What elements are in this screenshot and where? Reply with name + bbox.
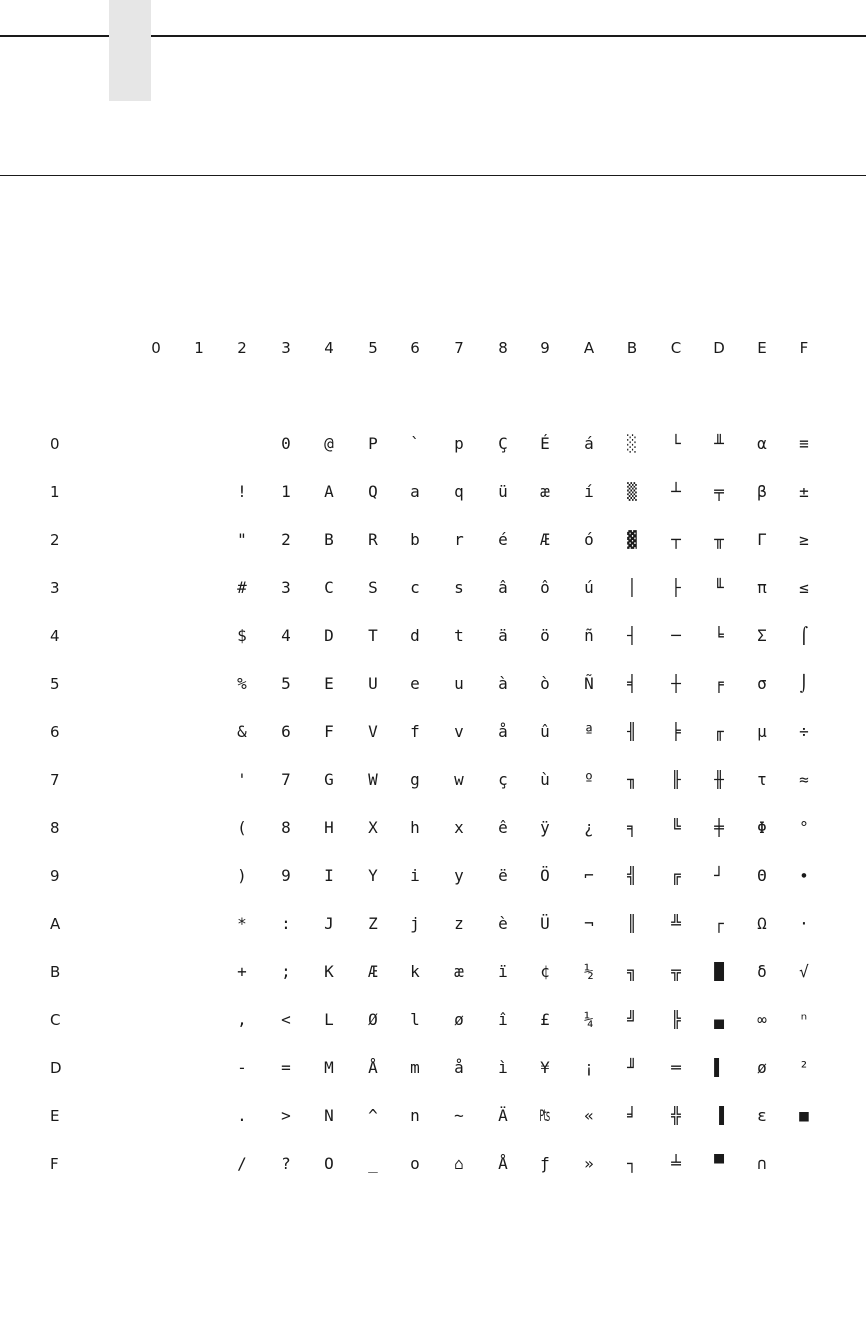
character-cell: ╗ — [627, 962, 637, 981]
character-cell: ▐ — [714, 1106, 724, 1125]
character-cell: s — [454, 578, 464, 597]
character-cell: ² — [799, 1058, 809, 1077]
character-cell: Ü — [540, 914, 550, 933]
character-cell: ╬ — [671, 1106, 681, 1125]
character-cell: V — [368, 722, 378, 741]
character-cell: ¿ — [584, 818, 594, 837]
character-cell: z — [454, 914, 464, 933]
character-cell: ` — [410, 434, 420, 453]
character-cell: i — [410, 866, 420, 885]
character-cell: X — [368, 818, 378, 837]
character-cell: Ñ — [584, 674, 594, 693]
character-cell: ₧ — [540, 1106, 550, 1125]
character-cell: î — [498, 1010, 508, 1029]
character-cell: % — [237, 674, 247, 693]
character-cell: σ — [757, 674, 767, 693]
character-cell: ÿ — [540, 818, 550, 837]
character-cell: w — [454, 770, 464, 789]
row-header: E — [50, 1107, 60, 1125]
character-cell: å — [454, 1058, 464, 1077]
character-cell: ▄ — [714, 1010, 724, 1029]
character-cell: Φ — [757, 818, 767, 837]
character-cell: ▒ — [627, 482, 637, 501]
column-header: 5 — [368, 339, 378, 357]
character-cell: Ω — [757, 914, 767, 933]
column-header: 1 — [194, 339, 204, 357]
character-cell: I — [324, 866, 334, 885]
character-cell: ╓ — [714, 722, 724, 741]
character-cell: ; — [281, 962, 291, 981]
character-cell: 2 — [281, 530, 291, 549]
character-cell: d — [410, 626, 420, 645]
column-header: D — [713, 339, 725, 357]
character-cell: π — [757, 578, 767, 597]
character-cell: 8 — [281, 818, 291, 837]
character-cell: A — [324, 482, 334, 501]
character-cell: ╪ — [714, 818, 724, 837]
character-cell: Æ — [540, 530, 550, 549]
character-cell: ╕ — [627, 818, 637, 837]
character-cell: m — [410, 1058, 420, 1077]
character-cell: Θ — [757, 866, 767, 885]
character-cell: √ — [799, 962, 809, 981]
character-cell: ó — [584, 530, 594, 549]
character-cell: ╔ — [671, 866, 681, 885]
character-cell: b — [410, 530, 420, 549]
character-cell: M — [324, 1058, 334, 1077]
character-cell: └ — [671, 434, 681, 453]
character-cell: , — [237, 1010, 247, 1029]
character-cell: ! — [237, 482, 247, 501]
character-cell: ≤ — [799, 578, 809, 597]
character-cell: ñ — [584, 626, 594, 645]
character-cell: ê — [498, 818, 508, 837]
column-header: C — [670, 339, 682, 357]
character-cell: û — [540, 722, 550, 741]
character-cell: 0 — [281, 434, 291, 453]
character-cell: j — [410, 914, 420, 933]
character-cell: æ — [540, 482, 550, 501]
column-header: F — [799, 339, 809, 357]
character-cell: ╠ — [671, 1010, 681, 1029]
row-header: 5 — [50, 675, 60, 693]
character-cell: µ — [757, 722, 767, 741]
character-cell: & — [237, 722, 247, 741]
character-cell: á — [584, 434, 594, 453]
character-cell: ╢ — [627, 722, 637, 741]
character-cell: ╧ — [671, 1154, 681, 1173]
character-cell: q — [454, 482, 464, 501]
character-cell: ┴ — [671, 482, 681, 501]
character-cell: + — [237, 962, 247, 981]
character-cell: ~ — [454, 1106, 464, 1125]
character-cell: α — [757, 434, 767, 453]
character-cell: ( — [237, 818, 247, 837]
character-cell: u — [454, 674, 464, 693]
character-cell: æ — [454, 962, 464, 981]
character-cell: : — [281, 914, 291, 933]
column-header: 9 — [540, 339, 550, 357]
character-cell: p — [454, 434, 464, 453]
column-header: 8 — [498, 339, 508, 357]
character-cell: ╡ — [627, 674, 637, 693]
character-cell: O — [324, 1154, 334, 1173]
character-cell: █ — [714, 962, 724, 981]
character-cell: ï — [498, 962, 508, 981]
character-cell: v — [454, 722, 464, 741]
character-cell: ü — [498, 482, 508, 501]
row-header: 2 — [50, 531, 60, 549]
character-cell: 4 — [281, 626, 291, 645]
character-cell: g — [410, 770, 420, 789]
character-cell: ▌ — [714, 1058, 724, 1077]
character-cell: ╨ — [714, 434, 724, 453]
character-cell: 1 — [281, 482, 291, 501]
character-cell: ┐ — [627, 1154, 637, 1173]
character-cell: ▓ — [627, 530, 637, 549]
character-cell: N — [324, 1106, 334, 1125]
column-header: B — [626, 339, 638, 357]
character-cell: _ — [368, 1154, 378, 1173]
character-cell: Σ — [757, 626, 767, 645]
character-cell: R — [368, 530, 378, 549]
character-cell: C — [324, 578, 334, 597]
character-cell: ≡ — [799, 434, 809, 453]
row-header: 1 — [50, 483, 60, 501]
character-cell: P — [368, 434, 378, 453]
row-header: 0 — [50, 435, 60, 453]
character-cell: ƒ — [540, 1154, 550, 1173]
character-cell: │ — [627, 578, 637, 597]
character-cell: H — [324, 818, 334, 837]
row-header: 7 — [50, 771, 60, 789]
character-cell: f — [410, 722, 420, 741]
column-header: 3 — [281, 339, 291, 357]
character-cell: k — [410, 962, 420, 981]
character-cell: ε — [757, 1106, 767, 1125]
character-cell: ì — [498, 1058, 508, 1077]
character-cell: a — [410, 482, 420, 501]
character-cell: β — [757, 482, 767, 501]
column-header: 7 — [454, 339, 464, 357]
row-header: 8 — [50, 819, 60, 837]
character-cell: ■ — [799, 1106, 809, 1125]
character-cell: ù — [540, 770, 550, 789]
character-cell: ¬ — [584, 914, 594, 933]
character-cell: F — [324, 722, 334, 741]
character-cell: ┤ — [627, 626, 637, 645]
character-cell: ░ — [627, 434, 637, 453]
character-cell: = — [281, 1058, 291, 1077]
character-cell: ) — [237, 866, 247, 885]
row-header: 9 — [50, 867, 60, 885]
character-cell: # — [237, 578, 247, 597]
character-cell: ╫ — [714, 770, 724, 789]
character-cell: ø — [454, 1010, 464, 1029]
character-cell: - — [237, 1058, 247, 1077]
character-cell: Q — [368, 482, 378, 501]
column-header: A — [583, 339, 595, 357]
character-cell: ═ — [671, 1058, 681, 1077]
character-cell: ─ — [671, 626, 681, 645]
character-cell: ½ — [584, 962, 594, 981]
character-cell: W — [368, 770, 378, 789]
character-cell: « — [584, 1106, 594, 1125]
character-cell: ¢ — [540, 962, 550, 981]
character-cell: t — [454, 626, 464, 645]
column-header: 6 — [410, 339, 420, 357]
character-cell: ¼ — [584, 1010, 594, 1029]
character-cell: δ — [757, 962, 767, 981]
character-cell: ö — [540, 626, 550, 645]
character-cell: Γ — [757, 530, 767, 549]
character-cell: 3 — [281, 578, 291, 597]
character-cell: h — [410, 818, 420, 837]
character-cell: ≈ — [799, 770, 809, 789]
character-cell: ╝ — [627, 1010, 637, 1029]
row-header: 4 — [50, 627, 60, 645]
character-cell: â — [498, 578, 508, 597]
character-cell: Å — [498, 1154, 508, 1173]
row-header: B — [50, 963, 61, 981]
column-header: E — [757, 339, 767, 357]
character-cell: @ — [324, 434, 334, 453]
tab-marker — [109, 0, 151, 101]
character-cell: E — [324, 674, 334, 693]
character-cell: Ç — [498, 434, 508, 453]
character-cell: ⌂ — [454, 1154, 464, 1173]
character-cell: é — [498, 530, 508, 549]
column-header: 2 — [237, 339, 247, 357]
character-cell: K — [324, 962, 334, 981]
character-cell: ╙ — [714, 578, 724, 597]
character-cell: ± — [799, 482, 809, 501]
row-header: 3 — [50, 579, 60, 597]
character-cell: ┬ — [671, 530, 681, 549]
character-cell: ¥ — [540, 1058, 550, 1077]
character-cell: Ø — [368, 1010, 378, 1029]
character-cell: » — [584, 1154, 594, 1173]
character-cell: ╥ — [714, 530, 724, 549]
character-cell: y — [454, 866, 464, 885]
character-cell: ┘ — [714, 866, 724, 885]
row-header: A — [50, 915, 61, 933]
character-cell: ╜ — [627, 1058, 637, 1077]
character-cell: 9 — [281, 866, 291, 885]
character-cell: ⌠ — [799, 626, 809, 645]
character-cell: ª — [584, 722, 594, 741]
character-cell: ^ — [368, 1106, 378, 1125]
character-cell: c — [410, 578, 420, 597]
character-cell: ╚ — [671, 818, 681, 837]
character-cell: J — [324, 914, 334, 933]
character-cell: ┼ — [671, 674, 681, 693]
character-cell: É — [540, 434, 550, 453]
character-cell: L — [324, 1010, 334, 1029]
character-cell: ë — [498, 866, 508, 885]
character-cell: ä — [498, 626, 508, 645]
character-cell: " — [237, 530, 247, 549]
column-header: 0 — [151, 339, 161, 357]
character-cell: Æ — [368, 962, 378, 981]
character-cell: / — [237, 1154, 247, 1173]
character-cell: ┌ — [714, 914, 724, 933]
character-cell: ║ — [627, 914, 637, 933]
character-cell: ⌐ — [584, 866, 594, 885]
character-cell: D — [324, 626, 334, 645]
character-cell: 6 — [281, 722, 291, 741]
character-cell: 7 — [281, 770, 291, 789]
character-cell: ▀ — [714, 1154, 724, 1173]
character-cell: * — [237, 914, 247, 933]
character-cell: à — [498, 674, 508, 693]
character-cell: ∩ — [757, 1154, 767, 1173]
character-cell: ╒ — [714, 674, 724, 693]
character-cell: · — [799, 914, 809, 933]
character-cell: å — [498, 722, 508, 741]
character-cell: ╖ — [627, 770, 637, 789]
character-cell: . — [237, 1106, 247, 1125]
row-header: C — [50, 1011, 61, 1029]
character-cell: 5 — [281, 674, 291, 693]
character-cell: ? — [281, 1154, 291, 1173]
character-cell: ⌡ — [799, 674, 809, 693]
character-cell: Å — [368, 1058, 378, 1077]
section-rule — [0, 175, 866, 176]
character-cell: U — [368, 674, 378, 693]
character-cell: ∞ — [757, 1010, 767, 1029]
character-cell: ú — [584, 578, 594, 597]
character-cell: x — [454, 818, 464, 837]
character-cell: ╦ — [671, 962, 681, 981]
character-cell: ╛ — [627, 1106, 637, 1125]
character-cell: ∙ — [799, 866, 809, 885]
character-cell: Ö — [540, 866, 550, 885]
character-cell: e — [410, 674, 420, 693]
character-cell: ╞ — [671, 722, 681, 741]
character-cell: l — [410, 1010, 420, 1029]
character-cell: ø — [757, 1058, 767, 1077]
character-cell: Z — [368, 914, 378, 933]
character-cell: ╟ — [671, 770, 681, 789]
character-cell: ⁿ — [799, 1010, 809, 1029]
character-cell: $ — [237, 626, 247, 645]
character-cell: ╤ — [714, 482, 724, 501]
character-cell: T — [368, 626, 378, 645]
row-header: F — [50, 1155, 59, 1173]
character-cell: º — [584, 770, 594, 789]
character-cell: Ä — [498, 1106, 508, 1125]
column-header: 4 — [324, 339, 334, 357]
character-cell: £ — [540, 1010, 550, 1029]
character-cell: Y — [368, 866, 378, 885]
character-cell: ô — [540, 578, 550, 597]
character-cell: ╩ — [671, 914, 681, 933]
row-header: 6 — [50, 723, 60, 741]
character-cell: ≥ — [799, 530, 809, 549]
character-cell: ò — [540, 674, 550, 693]
row-header: D — [50, 1059, 62, 1077]
character-cell: í — [584, 482, 594, 501]
character-cell: S — [368, 578, 378, 597]
character-cell: ° — [799, 818, 809, 837]
character-cell: r — [454, 530, 464, 549]
character-cell: ÷ — [799, 722, 809, 741]
character-cell: ' — [237, 770, 247, 789]
character-cell: τ — [757, 770, 767, 789]
character-cell: > — [281, 1106, 291, 1125]
character-cell: < — [281, 1010, 291, 1029]
character-cell: ╘ — [714, 626, 724, 645]
character-cell: ╣ — [627, 866, 637, 885]
character-cell: o — [410, 1154, 420, 1173]
character-cell: ├ — [671, 578, 681, 597]
character-cell: ¡ — [584, 1058, 594, 1077]
character-cell: è — [498, 914, 508, 933]
character-cell: n — [410, 1106, 420, 1125]
character-cell: B — [324, 530, 334, 549]
character-cell: G — [324, 770, 334, 789]
character-cell: ç — [498, 770, 508, 789]
